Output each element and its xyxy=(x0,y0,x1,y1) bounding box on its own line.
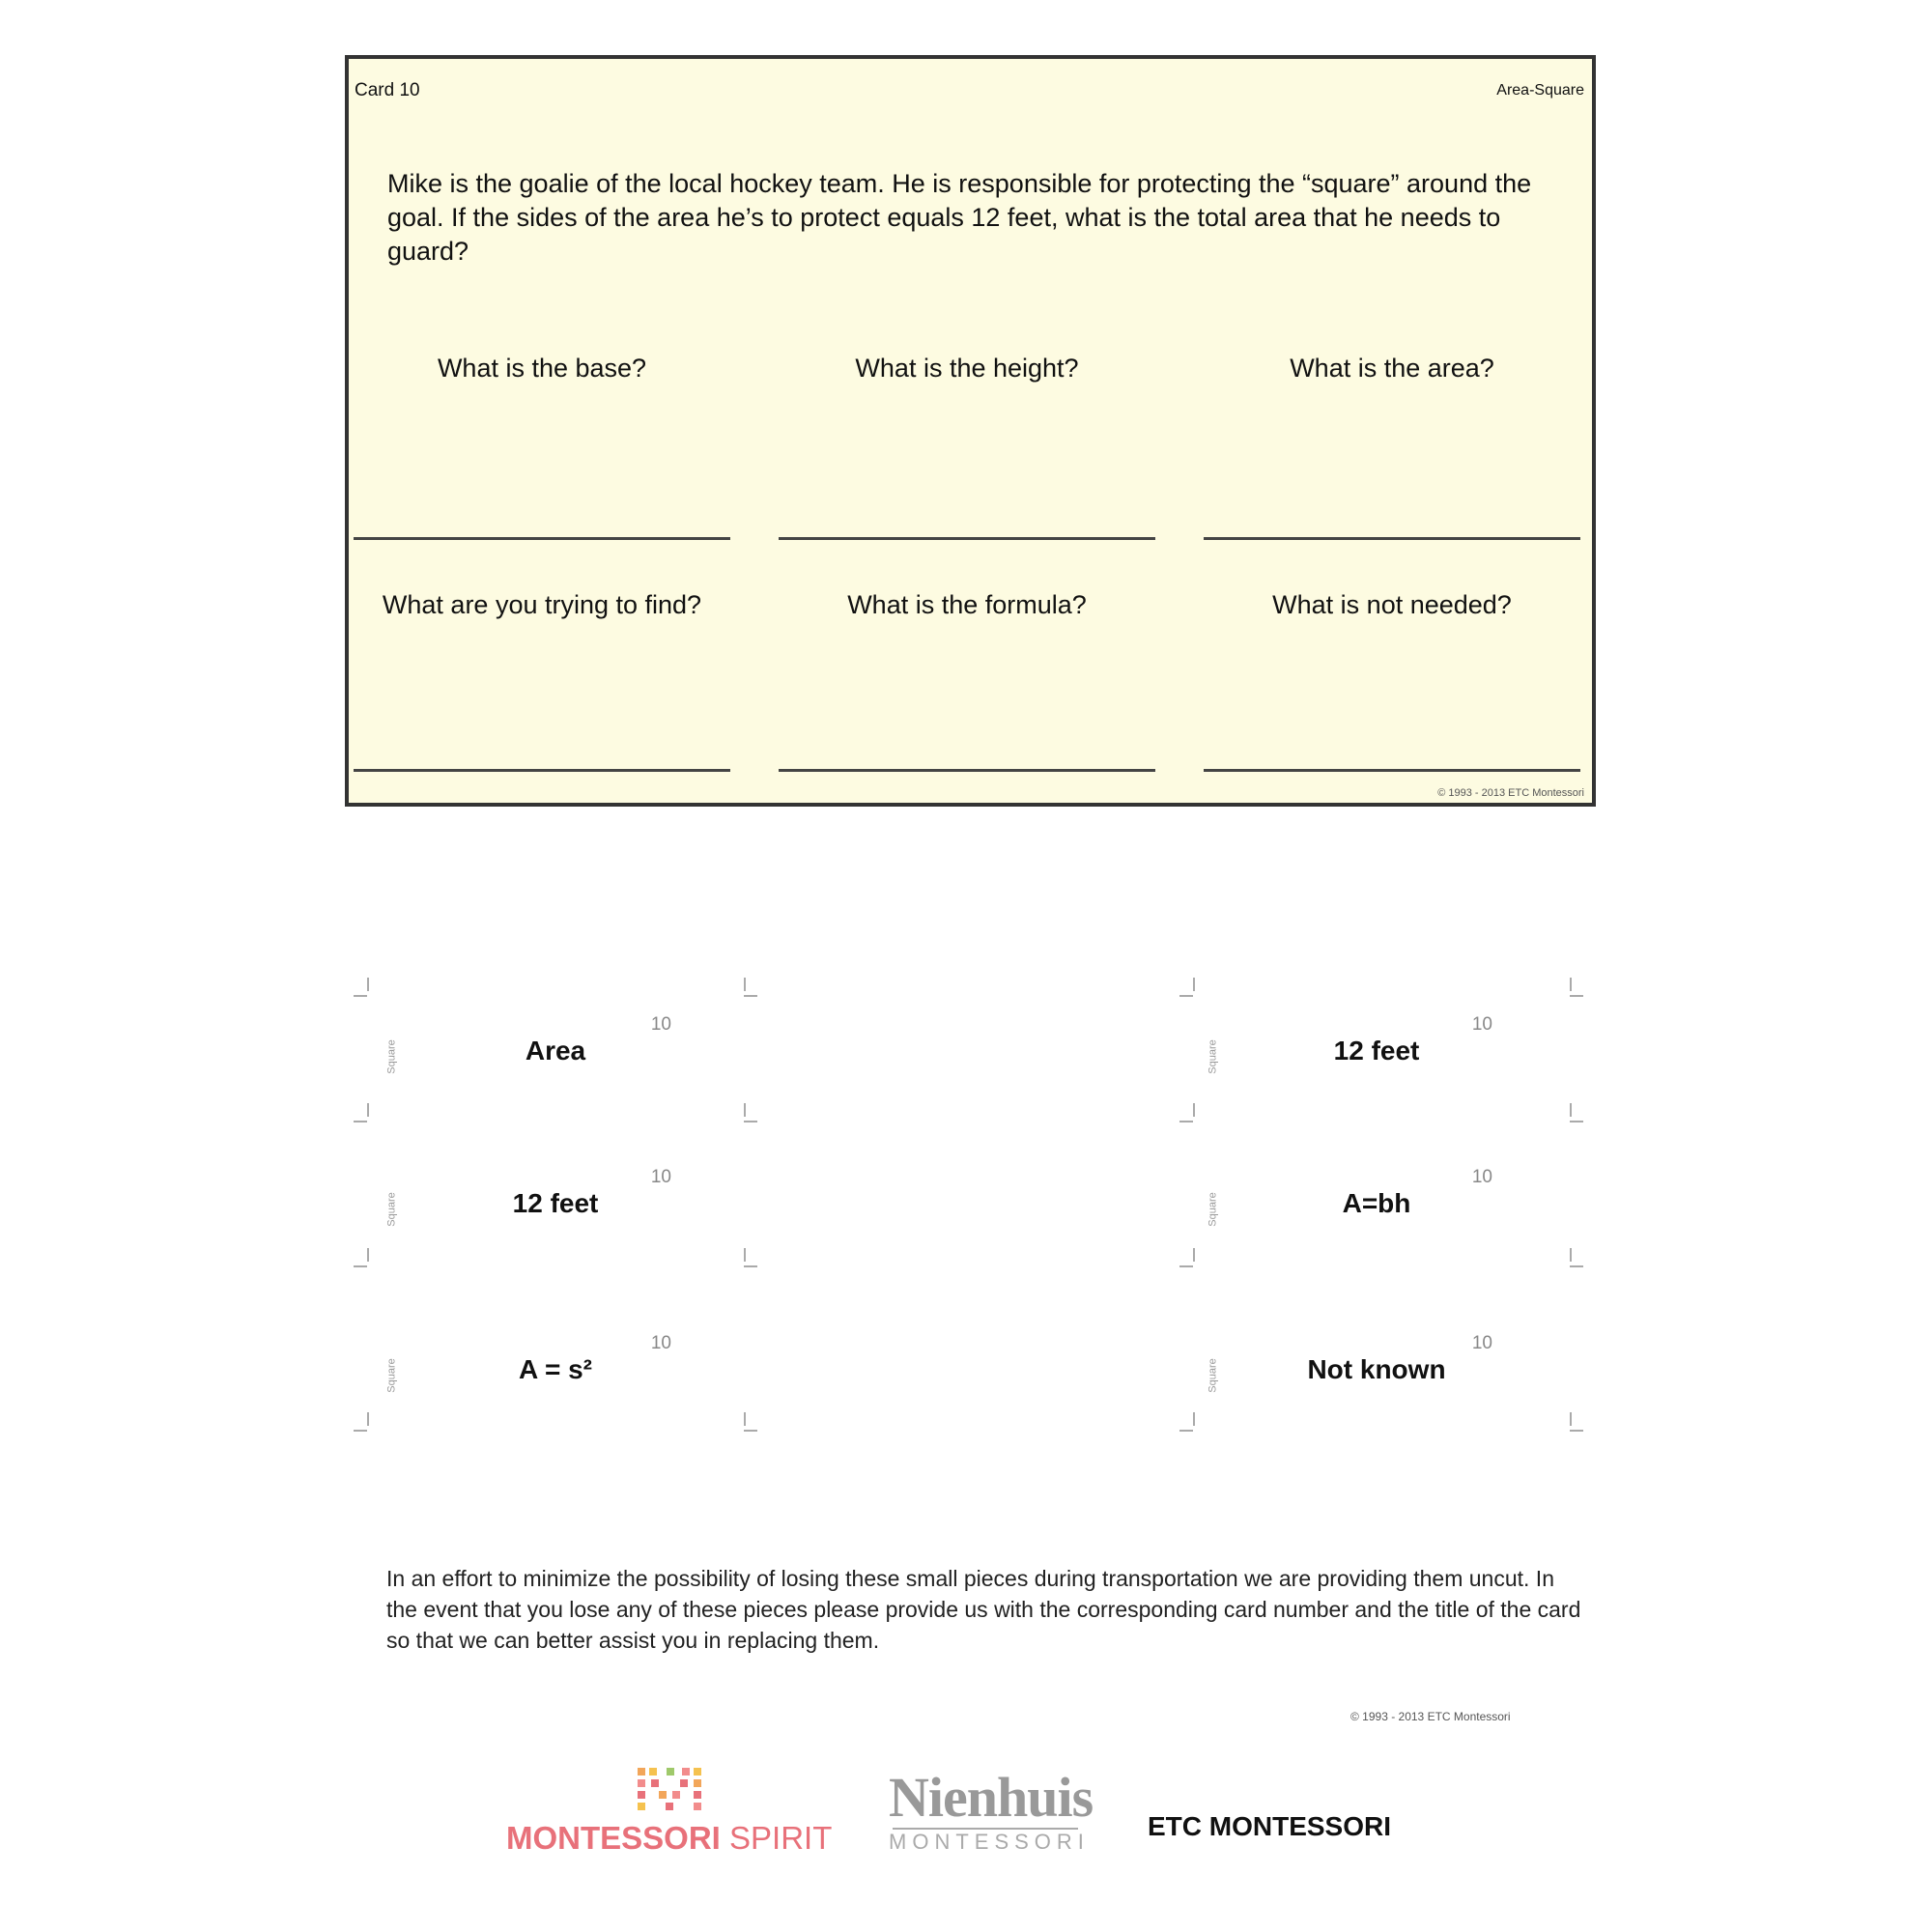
crop-mark xyxy=(354,995,367,997)
crop-mark xyxy=(1570,1121,1583,1122)
etc-montessori-logo: ETC MONTESSORI xyxy=(1148,1811,1392,1841)
question-base: What is the base? xyxy=(437,354,647,383)
crop-mark xyxy=(367,1248,369,1262)
answer-line xyxy=(354,537,730,540)
piece-value: Area xyxy=(525,1036,586,1065)
answer-piece[interactable] xyxy=(385,1148,715,1264)
crop-mark xyxy=(1570,1265,1583,1267)
crop-mark xyxy=(1570,1248,1572,1262)
crop-mark xyxy=(1193,1412,1195,1426)
crop-mark xyxy=(367,1412,369,1426)
crop-mark xyxy=(354,1121,367,1122)
answer-line xyxy=(779,769,1155,772)
answer-piece[interactable] xyxy=(1207,1148,1536,1264)
crop-mark xyxy=(354,1265,367,1267)
piece-card-number: 10 xyxy=(1471,1333,1492,1353)
nienhuis-subtitle: MONTESSORI xyxy=(889,1830,1090,1854)
crop-mark xyxy=(1570,978,1572,991)
answer-line xyxy=(779,537,1155,540)
crop-mark xyxy=(744,1430,757,1432)
crop-mark xyxy=(744,1265,757,1267)
crop-mark xyxy=(744,978,746,991)
instruction-note: In an effort to minimize the possibility of losing these small pieces during transportation we are providing them uncut. In the event that you lose any of these pieces please provide us with the corresponding card number and the title of the card so that we can better assist you in replacing them. xyxy=(386,1566,1581,1653)
answer-piece[interactable] xyxy=(385,995,715,1111)
montessori-spirit-mark-icon xyxy=(638,1768,701,1810)
answer-line xyxy=(1204,769,1580,772)
piece-value: 12 feet xyxy=(512,1188,599,1218)
crop-mark xyxy=(1193,1103,1195,1117)
piece-side-label: Square xyxy=(385,1358,398,1393)
card-number: Card 10 xyxy=(355,80,420,100)
answer-piece[interactable] xyxy=(385,1314,715,1430)
note-copyright: © 1993 - 2013 ETC Montessori xyxy=(1350,1710,1511,1723)
montessori-spirit-wordmark: MONTESSORI SPIRIT xyxy=(506,1820,833,1856)
piece-card-number: 10 xyxy=(1471,1014,1492,1035)
crop-mark xyxy=(1570,995,1583,997)
answer-line xyxy=(1204,537,1580,540)
crop-mark xyxy=(744,1412,746,1426)
task-card xyxy=(345,55,1596,807)
piece-value: A = s² xyxy=(519,1354,592,1384)
crop-mark xyxy=(744,995,757,997)
card-topic: Area-Square xyxy=(1496,82,1584,99)
answer-piece[interactable] xyxy=(1207,995,1536,1111)
piece-value: A=bh xyxy=(1342,1188,1411,1218)
crop-mark xyxy=(1570,1430,1583,1432)
crop-mark xyxy=(367,1103,369,1117)
crop-mark xyxy=(744,1121,757,1122)
question-not-needed: What is not needed? xyxy=(1272,590,1512,619)
crop-mark xyxy=(1179,995,1193,997)
answer-line xyxy=(354,769,730,772)
card-copyright: © 1993 - 2013 ETC Montessori xyxy=(1437,787,1584,799)
piece-card-number: 10 xyxy=(1471,1167,1492,1187)
nienhuis-wordmark: Nienhuis xyxy=(889,1766,1094,1829)
piece-side-label: Square xyxy=(1207,1358,1219,1393)
piece-side-label: Square xyxy=(385,1192,398,1227)
nienhuis-logo xyxy=(889,1766,1094,1857)
crop-mark xyxy=(1179,1121,1193,1122)
crop-mark xyxy=(744,1103,746,1117)
question-find: What are you trying to find? xyxy=(382,590,702,619)
crop-mark xyxy=(1570,1412,1572,1426)
question-height: What is the height? xyxy=(855,354,1079,383)
piece-value: 12 feet xyxy=(1333,1036,1420,1065)
piece-side-label: Square xyxy=(385,1039,398,1074)
piece-card-number: 10 xyxy=(650,1333,671,1353)
crop-mark xyxy=(1570,1103,1572,1117)
piece-side-label: Square xyxy=(1207,1192,1219,1227)
problem-text: Mike is the goalie of the local hockey team. He is responsible for protecting the “square” around the goal. If the sides of the area he’s to protect equals 12 feet, what is the total area that he needs to guard? xyxy=(387,169,1532,266)
question-area: What is the area? xyxy=(1290,354,1494,383)
piece-card-number: 10 xyxy=(650,1167,671,1187)
crop-mark xyxy=(1179,1430,1193,1432)
crop-mark xyxy=(744,1248,746,1262)
crop-mark xyxy=(1179,1265,1193,1267)
crop-mark xyxy=(354,1430,367,1432)
crop-mark xyxy=(367,978,369,991)
question-formula: What is the formula? xyxy=(847,590,1087,619)
montessori-spirit-logo xyxy=(506,1768,835,1855)
piece-card-number: 10 xyxy=(650,1014,671,1035)
piece-side-label: Square xyxy=(1207,1039,1219,1074)
piece-value: Not known xyxy=(1307,1354,1446,1384)
crop-mark xyxy=(1193,1248,1195,1262)
answer-piece[interactable] xyxy=(1207,1314,1536,1430)
crop-mark xyxy=(1193,978,1195,991)
